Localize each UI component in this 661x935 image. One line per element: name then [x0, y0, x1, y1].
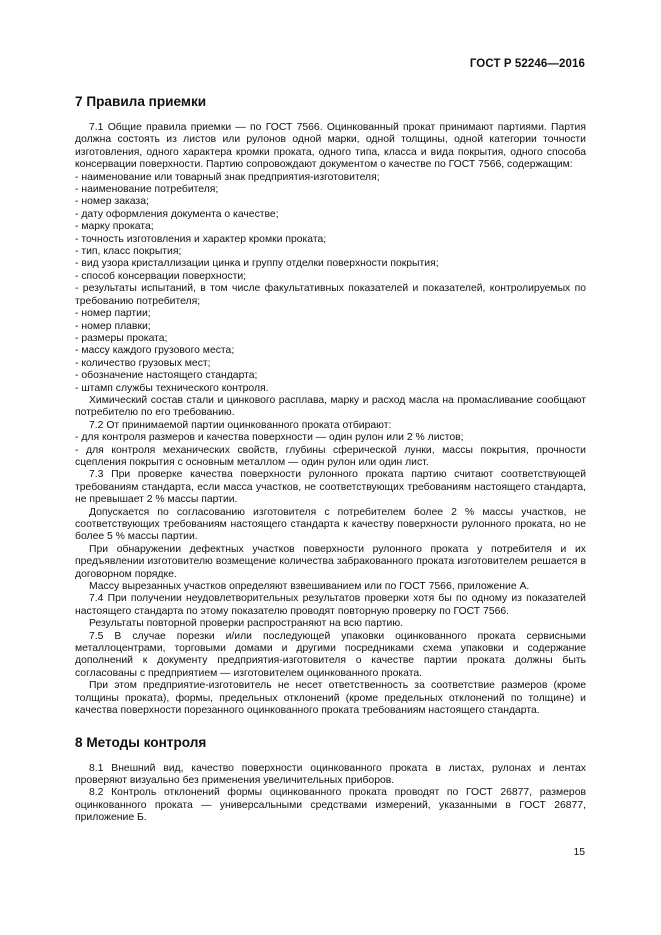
list-item: - номер заказа;	[75, 196, 149, 208]
paragraph-7-4: 7.4 При получении неудовлетворительных результатов проверки хотя бы по одному из показателей настоящего стандарта по этому показателю проводят повторную проверку по ГОСТ 7566.	[75, 593, 586, 617]
paragraph-repeat: Результаты повторной проверки распространяют на всю партию.	[89, 618, 403, 630]
paragraph-7-5: 7.5 В случае порезки и/или последующей упаковки оцинкованного проката сервисными металлоцентрами, торговыми домами и другими посредниками схема упаковки и содержание дополнений к документу предприятия-изготовителя о качестве партии проката должны быть согласованы с предприятием — изготовителем оцинкованного проката.	[75, 630, 586, 679]
list-item: - штамп службы технического контроля.	[75, 382, 269, 394]
list-item: - вид узора кристаллизации цинка и группу отделки поверхности покрытия;	[75, 258, 439, 270]
page-number: 15	[573, 847, 585, 858]
list-item: - наименование потребителя;	[75, 184, 219, 196]
paragraph-mass: Массу вырезанных участков определяют взвешиванием или по ГОСТ 7566, приложение А.	[89, 581, 530, 593]
section-8-title: 8 Методы контроля	[75, 734, 207, 750]
list-item: - массу каждого грузового места;	[75, 345, 235, 357]
list-item: - номер партии;	[75, 308, 151, 320]
paragraph-7-3: 7.3 При проверке качества поверхности рулонного проката партию считают соответствующей требованиям стандарта, если масса участков, не соответствующих требованиям настоящего стандарта, не превышает 2 % массы партии.	[75, 469, 586, 506]
list-item: - размеры проката;	[75, 332, 168, 344]
list-item: - для контроля механических свойств, глубины сферической лунки, массы покрытия, прочности сцепления покрытия с основным металлом — один рулон или один лист.	[75, 444, 586, 468]
paragraph-7-1: 7.1 Общие правила приемки — по ГОСТ 7566. Оцинкованный прокат принимают партиями. Партия должна состоять из листов или рулонов одной марки, одной толщины, одной категории точности изготовления, одного характера кромки проката, одного типа, класса и вида покрытия, одного способа консервации поверхности. Партию сопровождают документом о качестве по ГОСТ 7566, содержащим:	[75, 122, 586, 171]
list-item: - точность изготовления и характер кромки проката;	[75, 233, 327, 245]
list-item: - марку проката;	[75, 221, 154, 233]
list-item: - тип, класс покрытия;	[75, 246, 182, 258]
paragraph-7-2: 7.2 От принимаемой партии оцинкованного проката отбирают:	[89, 419, 392, 431]
paragraph-chemical: Химический состав стали и цинкового расплава, марку и расход масла на промасливание сообщают потребителю по его требованию.	[75, 394, 586, 419]
list-item: - обозначение настоящего стандарта;	[75, 370, 258, 382]
paragraph-responsibility: При этом предприятие-изготовитель не несет ответственность за соответствие размеров (кроме толщины проката), формы, предельных отклонений (кроме предельных отклонений по толщине) и качества поверхности порезанного оцинкованного проката требованиям настоящего стандарта.	[75, 680, 586, 717]
list-item: - дату оформления документа о качестве;	[75, 208, 279, 220]
paragraph-8-1: 8.1 Внешний вид, качество поверхности оцинкованного проката в листах, рулонах и лентах проверяют визуально без применения увеличительных приборов.	[75, 762, 586, 786]
paragraph-allowed: Допускается по согласованию изготовителя с потребителем более 2 % массы участков, не соответствующих требованиям настоящего стандарта к качеству поверхности рулонного проката, но не более 5 % массы партии.	[75, 506, 586, 543]
list-item: - для контроля размеров и качества поверхности — один рулон или 2 % листов;	[75, 432, 464, 444]
list-item: - количество грузовых мест;	[75, 357, 211, 369]
document-body	[75, 86, 586, 825]
list-item: - результаты испытаний, в том числе факультативных показателей и показателей, контролируемых по требованию потребителя;	[75, 283, 586, 307]
standard-header: ГОСТ Р 52246—2016	[469, 58, 585, 70]
list-item: - способ консервации поверхности;	[75, 270, 247, 282]
paragraph-8-2: 8.2 Контроль отклонений формы оцинкованного проката проводят по ГОСТ 26877, размеров оцинкованного проката — универсальными средствами измерений, указанными в ГОСТ 26877, приложение Б.	[75, 787, 586, 824]
section-7-title: 7 Правила приемки	[75, 94, 207, 109]
list-item: - номер плавки;	[75, 320, 151, 332]
list-item: - наименование или товарный знак предприятия-изготовителя;	[75, 171, 380, 183]
paragraph-defect: При обнаружении дефектных участков поверхности рулонного проката у потребителя и их предъявлении изготовителю возмещение количества забракованного проката изготовителем решается в договорном порядке.	[75, 543, 586, 580]
